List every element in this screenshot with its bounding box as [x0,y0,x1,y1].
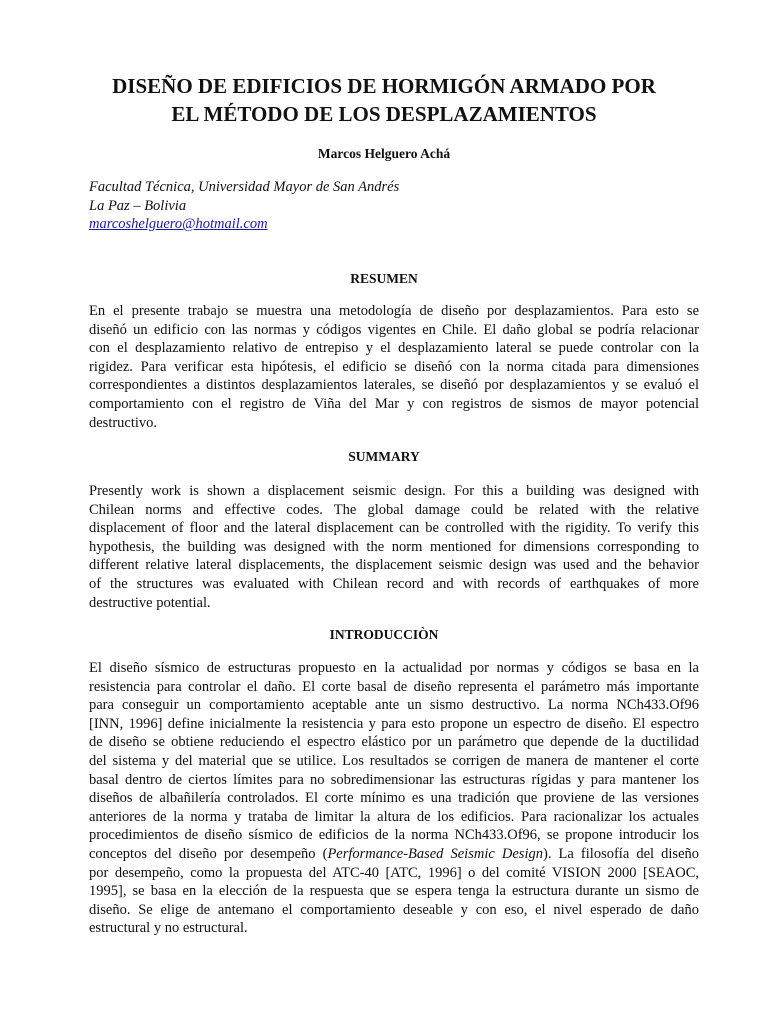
introduccion-line: basal dentro de ciertos límites para no sobredimensionar las estructuras rígidas y para mantener los [89,771,699,788]
introduccion-line: diseños de albañilería controlados. El corte mínimo es una tradición que proviene de las versiones [89,790,699,807]
introduccion-line: por desempeño, como la propuesta del ATC-40 [ATC, 1996] o del comité VISION 2000 [SEAOC, [89,864,699,881]
introduccion-line: procedimientos de diseño sísmico de edificios de la norma NCh433.Of96, se propone introducir los [89,827,699,844]
summary-paragraph [89,482,699,612]
resumen-line: con el desplazamiento relativo de entrepiso y el desplazamiento lateral se puede controlar con la [89,340,699,357]
introduccion-line-part: ). La filosofía del diseño [542,845,700,862]
introduccion-line [89,845,699,864]
introduccion-line: estructural y no estructural. [89,920,248,937]
author-name: Marcos Helguero Achá [317,146,451,161]
introduccion-paragraph [89,659,699,938]
summary-line: destructive potential. [89,594,211,611]
paper-title [60,72,708,128]
introduccion-line: resistencia para controlar el daño. El corte basal de diseño representa el parámetro más importante [89,678,699,695]
resumen-line: comportamiento con el registro de Viña del Mar y con registros de sismos de mayor potencial [89,395,699,412]
paper-title-line-2: EL MÉTODO DE LOS DESPLAZAMIENTOS [171,102,597,126]
affiliation-block [89,178,689,234]
introduccion-line-part: conceptos del diseño por desempeño ( [89,845,328,862]
introduccion-line: [INN, 1996] define inicialmente la resistencia y para esto propone un espectro de diseño. El espectro [89,715,699,732]
paper-title-line-1: DISEÑO DE EDIFICIOS DE HORMIGÓN ARMADO POR [112,74,656,98]
summary-line: displacement of floor and the lateral displacement can be controlled with the rigidity. To verify this [89,520,699,537]
resumen-line: diseñó un edificio con las normas y códigos vigentes en Chile. El daño global se podría relacionar [89,321,699,338]
affiliation-institution: Facultad Técnica, Universidad Mayor de San Andrés [89,179,400,195]
introduccion-line: para conseguir un comportamiento aceptable ante un sismo destructivo. La norma NCh433.Of96 [89,697,699,714]
resumen-paragraph [89,302,699,432]
resumen-line: correspondientes a distintos desplazamientos laterales, se diseñó por desplazamientos y se evaluó el [89,377,699,394]
summary-line: different relative lateral displacements, the displacement seismic design was used and the behavior [89,557,699,574]
introduccion-line: El diseño sísmico de estructuras propuesto en la actualidad por normas y códigos se basa en la [89,660,699,676]
resumen-line: destructivo. [89,414,158,431]
resumen-heading: RESUMEN [350,271,418,286]
resumen-line: En el presente trabajo se muestra una metodología de diseño por desplazamientos. Para esto se [89,303,699,319]
introduccion-line: 1995], se basa en la elección de la respuesta que se espera tenga la estructura durante un sismo de [89,883,699,900]
resumen-line: rigidez. Para verificar esta hipótesis, el edificio se diseñó con la norma citada para dimensiones [89,358,699,375]
author-email-link[interactable]: marcoshelguero@hotmail.com [89,216,268,232]
introduccion-heading: INTRODUCCIÒN [329,627,439,642]
summary-line: Chilean norms and effective codes. The global damage could be related with the relative [89,501,699,518]
summary-line: of the structures was evaluated with Chilean record and with records of earthquakes of more [89,575,699,592]
summary-heading: SUMMARY [348,449,420,464]
introduccion-line: diseño. Se elige de antemano el comportamiento deseable y con eso, el nivel esperado de daño [89,901,699,918]
summary-line: Presently work is shown a displacement seismic design. For this a building was designed with [89,483,699,499]
introduccion-line: de diseño se obtiene reduciendo el espectro elástico por un parámetro que depende de la ductilidad [89,734,699,751]
introduccion-line-italic: Performance-Based Seismic Design [327,845,543,862]
summary-line: hypothesis, the building was designed with the norm mentioned for dimensions corresponding to [89,538,699,555]
affiliation-location: La Paz – Bolivia [89,197,187,214]
introduccion-line: del sistema y del material que se utilice. Los resultados se corrigen de manera de mantener el corte [89,752,699,769]
introduccion-line: anteriores de la norma y trataba de limitar la altura de los edificios. Para racionalizar los actuales [89,808,699,825]
